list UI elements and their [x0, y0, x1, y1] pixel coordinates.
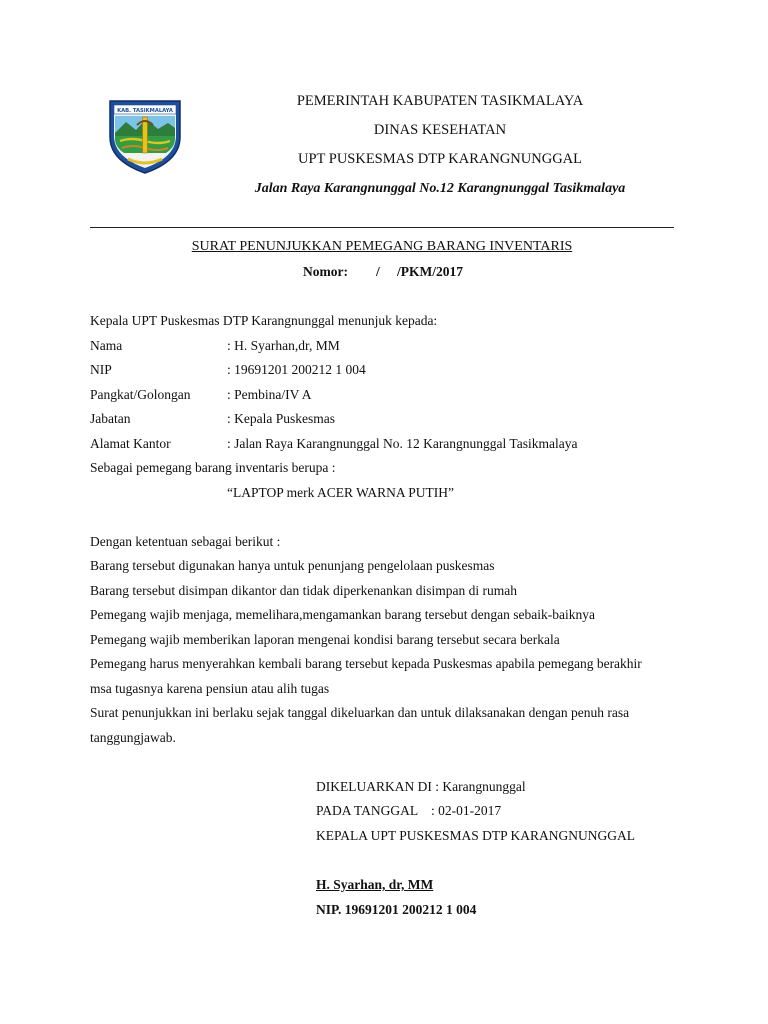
field-value-nip: : 19691201 200212 1 004 — [227, 362, 366, 377]
intro-text: Kepala UPT Puskesmas DTP Karangnunggal menunjuk kepada: — [90, 313, 438, 328]
document-number-suffix: /PKM/2017 — [397, 264, 463, 279]
signature-position: KEPALA UPT PUSKESMAS DTP KARANGNUNGGAL — [316, 828, 636, 843]
item-intro-text: Sebagai pemegang barang inventaris berupa : — [90, 460, 336, 475]
field-label-pangkat: Pangkat/Golongan — [90, 387, 191, 402]
terms-line: Barang tersebut disimpan dikantor dan tidak diperkenankan disimpan di rumah — [90, 583, 518, 598]
inventory-item: “LAPTOP merk ACER WARNA PUTIH” — [227, 485, 455, 500]
kabupaten-logo-icon — [106, 95, 184, 175]
svg-text:KAB. TASIKMALAYA: KAB. TASIKMALAYA — [117, 108, 173, 114]
field-label-nama: Nama — [90, 338, 123, 353]
letterhead-department: DINAS KESEHATAN — [373, 122, 507, 138]
terms-line: Pemegang wajib menjaga, memelihara,mengamankan barang tersebut dengan sebaik-baiknya — [90, 607, 595, 622]
terms-intro-text: Dengan ketentuan sebagai berikut : — [90, 534, 281, 549]
signatory-nip: NIP. 19691201 200212 1 004 — [316, 902, 477, 917]
field-label-jabatan: Jabatan — [90, 411, 131, 426]
field-value-pangkat: : Pembina/IV A — [227, 387, 312, 402]
signature-date: PADA TANGGAL : 02-01-2017 — [316, 803, 502, 818]
field-label-alamat: Alamat Kantor — [90, 436, 171, 451]
letterhead-government: PEMERINTAH KABUPATEN TASIKMALAYA — [296, 93, 584, 109]
field-value-jabatan: : Kepala Puskesmas — [227, 411, 335, 426]
terms-line: Surat penunjukkan ini berlaku sejak tanggal dikeluarkan dan untuk dilaksanakan dengan penuh rasa — [90, 705, 630, 720]
terms-line: tanggungjawab. — [90, 730, 176, 745]
terms-line: Barang tersebut digunakan hanya untuk penunjang pengelolaan puskesmas — [90, 558, 495, 573]
field-label-nip: NIP — [90, 362, 112, 377]
letterhead-institution: UPT PUSKESMAS DTP KARANGNUNGGAL — [298, 151, 582, 167]
document-title: SURAT PENUNJUKKAN PEMEGANG BARANG INVENTARIS — [191, 239, 573, 254]
field-value-nama: : H. Syarhan,dr, MM — [227, 338, 340, 353]
letterhead-address: Jalan Raya Karangnunggal No.12 Karangnunggal Tasikmalaya — [254, 181, 626, 196]
signature-issued-at: DIKELUARKAN DI : Karangnunggal — [316, 779, 526, 794]
terms-line: Pemegang wajib memberikan laporan mengenai kondisi barang tersebut secara berkala — [90, 632, 560, 647]
signatory-name: H. Syarhan, dr, MM — [316, 877, 434, 892]
terms-line: Pemegang harus menyerahkan kembali barang tersebut kepada Puskesmas apabila pemegang berakhir — [90, 656, 642, 671]
document-number — [303, 264, 463, 280]
document-number-label: Nomor: — [303, 264, 348, 279]
letterhead-divider — [90, 227, 674, 228]
field-value-alamat: : Jalan Raya Karangnunggal No. 12 Karangnunggal Tasikmalaya — [227, 436, 578, 451]
document-number-separator: / — [376, 264, 380, 279]
terms-line: msa tugasnya karena pensiun atau alih tugas — [90, 681, 330, 696]
